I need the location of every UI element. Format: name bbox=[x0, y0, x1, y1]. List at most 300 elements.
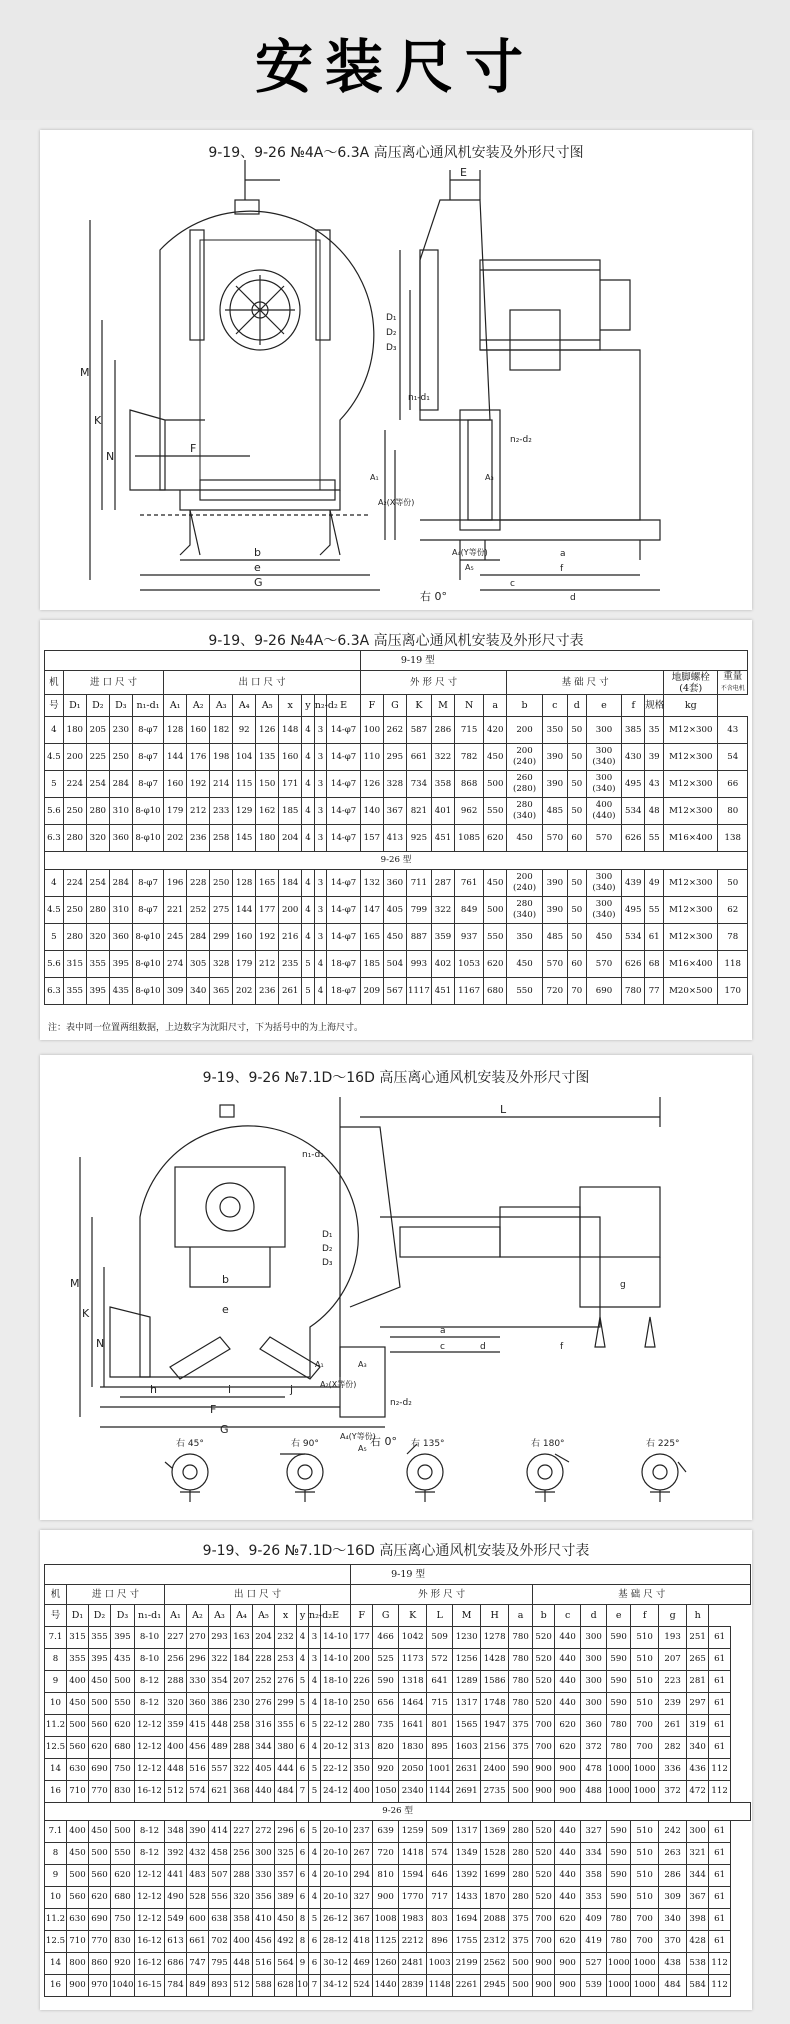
table-cell: 144 bbox=[233, 897, 256, 924]
dim-N: N bbox=[106, 450, 115, 463]
table-cell: 3 bbox=[314, 771, 327, 798]
table-cell: 801 bbox=[427, 1715, 453, 1737]
table-cell: 770 bbox=[89, 1781, 111, 1803]
table-cell: 14-φ7 bbox=[327, 870, 361, 897]
table-cell: 400 bbox=[165, 1737, 187, 1759]
table-cell: 390 bbox=[542, 771, 567, 798]
table-cell: 450 bbox=[67, 1843, 89, 1865]
table-cell: 126 bbox=[360, 771, 383, 798]
table-cell: 328 bbox=[210, 951, 233, 978]
column-header: A₅ bbox=[253, 1605, 275, 1627]
table-cell: M12×300 bbox=[664, 924, 718, 951]
table-cell: 300 bbox=[586, 717, 622, 744]
table-row bbox=[45, 924, 748, 951]
table-cell: 214 bbox=[210, 771, 233, 798]
table-cell: 8 bbox=[297, 1931, 309, 1953]
table-cell: 450 bbox=[484, 870, 507, 897]
table-cell: 62 bbox=[718, 897, 748, 924]
table-cell: 288 bbox=[231, 1737, 253, 1759]
table-row bbox=[45, 1781, 751, 1803]
table-cell: 360 bbox=[109, 825, 132, 852]
table-cell: 118 bbox=[718, 951, 748, 978]
table-cell: 145 bbox=[233, 825, 256, 852]
table-cell: 370 bbox=[659, 1931, 687, 1953]
table-cell: 300 bbox=[581, 1671, 607, 1693]
table-cell: 315 bbox=[63, 951, 86, 978]
table-cell: 849 bbox=[454, 897, 483, 924]
table-cell: 500 bbox=[67, 1715, 89, 1737]
table-cell: 504 bbox=[383, 951, 406, 978]
table-cell: 419 bbox=[581, 1931, 607, 1953]
table-cell: 920 bbox=[111, 1953, 135, 1975]
table-cell: 435 bbox=[109, 978, 132, 1005]
table-1-title: 9-19、9-26 №4A～6.3A 高压离心通风机安装及外形尺寸表 bbox=[208, 633, 584, 649]
dim-K: K bbox=[94, 414, 102, 427]
table-cell: 148 bbox=[279, 717, 302, 744]
table-cell: 567 bbox=[383, 978, 406, 1005]
table-cell: 520 bbox=[533, 1693, 555, 1715]
table-cell: 1117 bbox=[406, 978, 431, 1005]
table-cell: M12×300 bbox=[664, 744, 718, 771]
table-cell: 4 bbox=[302, 744, 315, 771]
table-cell: 418 bbox=[351, 1931, 373, 1953]
table-cell: 50 bbox=[567, 870, 586, 897]
table-cell: 9 bbox=[297, 1953, 309, 1975]
table-cell: 780 bbox=[607, 1715, 631, 1737]
table-cell: 626 bbox=[622, 951, 645, 978]
table-cell: 212 bbox=[187, 798, 210, 825]
table-cell: 438 bbox=[659, 1953, 687, 1975]
table-cell: 14-10 bbox=[321, 1649, 351, 1671]
table-cell: 550 bbox=[507, 978, 543, 1005]
table-cell: 4 bbox=[309, 1887, 321, 1909]
table-cell: 221 bbox=[164, 897, 187, 924]
column-header: D₃ bbox=[111, 1605, 135, 1627]
series-9-26-label: 9-26 型 bbox=[45, 852, 748, 870]
table-cell: 8-φ7 bbox=[132, 771, 163, 798]
table-cell: 395 bbox=[86, 978, 109, 1005]
rotation-thumb-45 bbox=[165, 1437, 208, 1502]
table-cell: 61 bbox=[709, 1887, 731, 1909]
table-cell: 375 bbox=[509, 1715, 533, 1737]
table-cell: 14 bbox=[45, 1759, 67, 1781]
table-cell: 160 bbox=[164, 771, 187, 798]
table-cell: 39 bbox=[645, 744, 664, 771]
table-cell: 500 bbox=[509, 1781, 533, 1803]
table-cell: 572 bbox=[427, 1649, 453, 1671]
table-cell: 61 bbox=[709, 1627, 731, 1649]
table-cell: 414 bbox=[209, 1821, 231, 1843]
table-cell: 207 bbox=[659, 1649, 687, 1671]
table-cell: 350 bbox=[507, 924, 543, 951]
table-cell: 251 bbox=[687, 1627, 709, 1649]
hdr-outline: 外 形 尺 寸 bbox=[360, 671, 506, 695]
table-cell: 276 bbox=[253, 1693, 275, 1715]
table-cell: 320 bbox=[231, 1887, 253, 1909]
dim2-A5: A₅ bbox=[358, 1444, 367, 1453]
column-header: G bbox=[373, 1605, 399, 1627]
table-row bbox=[45, 1715, 751, 1737]
column-header: b bbox=[533, 1605, 555, 1627]
table-cell: 2400 bbox=[481, 1759, 509, 1781]
hdr2-base: 基 础 尺 寸 bbox=[533, 1585, 751, 1605]
table-cell: 5 bbox=[309, 1821, 321, 1843]
hdr2-hao: 号 bbox=[45, 1605, 67, 1627]
column-header: x bbox=[279, 695, 302, 717]
column-header: M bbox=[453, 1605, 481, 1627]
series-9-19-label: 9-19 型 bbox=[360, 651, 747, 671]
table-cell: 970 bbox=[89, 1975, 111, 1997]
table-cell: 256 bbox=[165, 1649, 187, 1671]
hdr2-ji: 机 bbox=[45, 1585, 67, 1605]
table-cell: 193 bbox=[659, 1627, 687, 1649]
table-cell: 560 bbox=[89, 1865, 111, 1887]
table-cell: 68 bbox=[645, 951, 664, 978]
table-cell: 4 bbox=[302, 771, 315, 798]
table-cell: 795 bbox=[209, 1953, 231, 1975]
column-header: K bbox=[406, 695, 431, 717]
table-cell: 735 bbox=[373, 1715, 399, 1737]
table-cell: 360 bbox=[581, 1715, 607, 1737]
table-cell: 258 bbox=[210, 825, 233, 852]
table-cell: 8 bbox=[297, 1909, 309, 1931]
table-cell: 5 bbox=[297, 1671, 309, 1693]
column-header: c bbox=[555, 1605, 581, 1627]
table-cell: 587 bbox=[406, 717, 431, 744]
table-cell: 144 bbox=[164, 744, 187, 771]
table-cell: 18-φ7 bbox=[327, 951, 361, 978]
dim-f: f bbox=[560, 564, 564, 574]
motor bbox=[480, 260, 600, 350]
table-cell: 646 bbox=[427, 1865, 453, 1887]
table-cell: 520 bbox=[533, 1843, 555, 1865]
table-cell: 385 bbox=[622, 717, 645, 744]
dim-F: F bbox=[190, 442, 197, 455]
dim2-K: K bbox=[82, 1307, 90, 1320]
column-header: A₄ bbox=[233, 695, 256, 717]
table-cell: 4 bbox=[302, 870, 315, 897]
table-cell: 61 bbox=[709, 1931, 731, 1953]
column-header: h bbox=[687, 1605, 709, 1627]
table-cell: 375 bbox=[509, 1737, 533, 1759]
table-cell: 590 bbox=[607, 1865, 631, 1887]
table-cell: 299 bbox=[275, 1693, 297, 1715]
hdr-bolt: 地脚螺栓 (4套) bbox=[664, 671, 718, 695]
table-cell: 3 bbox=[314, 924, 327, 951]
table-cell: 451 bbox=[431, 978, 454, 1005]
dim-d: d bbox=[570, 593, 576, 603]
table-cell: 620 bbox=[89, 1737, 111, 1759]
table-cell: 444 bbox=[275, 1759, 297, 1781]
table-cell: 628 bbox=[275, 1975, 297, 1997]
table-cell: 5 bbox=[309, 1781, 321, 1803]
table-cell: 92 bbox=[233, 717, 256, 744]
table-cell: 171 bbox=[279, 771, 302, 798]
dim2-D2: D₂ bbox=[322, 1244, 333, 1254]
table-cell: 262 bbox=[383, 717, 406, 744]
table-cell: 4 bbox=[309, 1693, 321, 1715]
dim2-D3: D₃ bbox=[322, 1258, 333, 1268]
table-cell: 392 bbox=[165, 1843, 187, 1865]
table-cell: 177 bbox=[351, 1627, 373, 1649]
table-cell: 512 bbox=[231, 1975, 253, 1997]
table-cell: 322 bbox=[431, 897, 454, 924]
table-cell: 280 (340) bbox=[507, 798, 543, 825]
table-cell: 129 bbox=[233, 798, 256, 825]
table-cell: 500 bbox=[111, 1821, 135, 1843]
table-cell: 367 bbox=[687, 1887, 709, 1909]
table-cell: 2212 bbox=[399, 1931, 427, 1953]
table-cell: 401 bbox=[431, 798, 454, 825]
table-cell: 280 bbox=[63, 924, 86, 951]
table-cell: 420 bbox=[484, 717, 507, 744]
column-header: A₂ bbox=[187, 1605, 209, 1627]
table-cell: 510 bbox=[631, 1887, 659, 1909]
table-cell: 340 bbox=[187, 978, 210, 1005]
table-cell: 8-φ7 bbox=[132, 717, 163, 744]
dim2-M: M bbox=[70, 1277, 80, 1290]
table-cell: 280 bbox=[509, 1887, 533, 1909]
table-cell: 3 bbox=[314, 825, 327, 852]
table-cell: 450 bbox=[484, 744, 507, 771]
table-row bbox=[45, 870, 748, 897]
table-cell: 711 bbox=[406, 870, 431, 897]
rotation-label-2: 右 0° bbox=[370, 1435, 397, 1448]
table-cell: 61 bbox=[645, 924, 664, 951]
table-cell: 275 bbox=[210, 897, 233, 924]
fan-drawing-2 bbox=[40, 1087, 752, 1517]
table-cell: 4 bbox=[309, 1843, 321, 1865]
table-cell: 780 bbox=[509, 1649, 533, 1671]
table-cell: 7 bbox=[309, 1975, 321, 1997]
table-cell: 485 bbox=[542, 924, 567, 951]
fan-casing-side-2 bbox=[340, 1127, 400, 1377]
column-header: f bbox=[622, 695, 645, 717]
table-cell: 1699 bbox=[481, 1865, 509, 1887]
table-cell: 450 bbox=[89, 1671, 111, 1693]
table-cell: 14-φ7 bbox=[327, 744, 361, 771]
table-cell: 6.3 bbox=[45, 978, 64, 1005]
table-cell: 440 bbox=[555, 1693, 581, 1715]
table-panel-1 bbox=[40, 620, 752, 1040]
table-cell: 549 bbox=[165, 1909, 187, 1931]
rotation-thumb-180 bbox=[527, 1437, 569, 1502]
table-cell: 7.1 bbox=[45, 1821, 67, 1843]
table-cell: 228 bbox=[253, 1649, 275, 1671]
table-panel-2 bbox=[40, 1530, 752, 2010]
table-cell: 261 bbox=[279, 978, 302, 1005]
table-cell: 1289 bbox=[453, 1671, 481, 1693]
table-cell: 300 (340) bbox=[586, 870, 622, 897]
table-cell: 184 bbox=[231, 1649, 253, 1671]
table-cell: 717 bbox=[427, 1887, 453, 1909]
table-cell: 12-12 bbox=[135, 1715, 165, 1737]
table-cell: 299 bbox=[210, 924, 233, 951]
table-cell: 14-φ7 bbox=[327, 771, 361, 798]
table-cell: 895 bbox=[427, 1737, 453, 1759]
table-cell: 386 bbox=[209, 1693, 231, 1715]
table-cell: 160 bbox=[187, 717, 210, 744]
table-cell: 61 bbox=[709, 1671, 731, 1693]
table-cell: 641 bbox=[427, 1671, 453, 1693]
table-cell: 16 bbox=[45, 1781, 67, 1803]
table-cell: 803 bbox=[427, 1909, 453, 1931]
table-cell: 900 bbox=[555, 1953, 581, 1975]
table-row bbox=[45, 1693, 751, 1715]
table-cell: 520 bbox=[533, 1627, 555, 1649]
table-cell: 770 bbox=[89, 1931, 111, 1953]
table-cell: 20-12 bbox=[321, 1737, 351, 1759]
table-cell: 780 bbox=[607, 1737, 631, 1759]
column-header: D₃ bbox=[109, 695, 132, 717]
table-cell: 784 bbox=[165, 1975, 187, 1997]
table-cell: 1870 bbox=[481, 1887, 509, 1909]
table-cell: 485 bbox=[542, 798, 567, 825]
table-cell: 887 bbox=[406, 924, 431, 951]
table-cell: 309 bbox=[659, 1887, 687, 1909]
table-cell: 8-φ7 bbox=[132, 744, 163, 771]
table-cell: 516 bbox=[187, 1759, 209, 1781]
table-cell: 254 bbox=[86, 771, 109, 798]
table-cell: 686 bbox=[165, 1953, 187, 1975]
table-cell: 1000 bbox=[607, 1953, 631, 1975]
table-cell: M16×400 bbox=[664, 825, 718, 852]
table-cell: 254 bbox=[86, 870, 109, 897]
table-cell: 398 bbox=[687, 1909, 709, 1931]
table-cell: 3 bbox=[314, 744, 327, 771]
table-cell: 250 bbox=[210, 870, 233, 897]
table-cell: 356 bbox=[253, 1887, 275, 1909]
rotation-thumb-225 bbox=[642, 1437, 686, 1502]
dim-E: E bbox=[460, 166, 467, 179]
table-cell: 16-12 bbox=[135, 1781, 165, 1803]
table-cell: 700 bbox=[631, 1909, 659, 1931]
table-cell: 395 bbox=[109, 951, 132, 978]
table-cell: 1053 bbox=[454, 951, 483, 978]
table-cell: 900 bbox=[555, 1975, 581, 1997]
table-cell: 8-12 bbox=[135, 1821, 165, 1843]
table-cell: 500 bbox=[484, 897, 507, 924]
table-cell: 5 bbox=[309, 1759, 321, 1781]
table-cell: 135 bbox=[256, 744, 279, 771]
column-header: n₁-d₁ bbox=[135, 1605, 165, 1627]
table-cell: 300 (340) bbox=[586, 897, 622, 924]
table-cell: 556 bbox=[209, 1887, 231, 1909]
table-row bbox=[45, 1649, 751, 1671]
column-header: N bbox=[454, 695, 483, 717]
table-cell: 495 bbox=[622, 897, 645, 924]
table-cell: 12-12 bbox=[135, 1887, 165, 1909]
table-cell: 590 bbox=[373, 1671, 399, 1693]
table-cell: 520 bbox=[533, 1649, 555, 1671]
table-cell: 250 bbox=[109, 744, 132, 771]
table-cell: 436 bbox=[687, 1759, 709, 1781]
table-cell: 22-12 bbox=[321, 1759, 351, 1781]
table-cell: 128 bbox=[233, 870, 256, 897]
table-cell: 16-12 bbox=[135, 1931, 165, 1953]
table-cell: 300 bbox=[687, 1821, 709, 1843]
table-cell: 4 bbox=[45, 717, 64, 744]
table-cell: 6 bbox=[297, 1821, 309, 1843]
table-cell: 849 bbox=[187, 1975, 209, 1997]
table-cell: 6 bbox=[297, 1887, 309, 1909]
table-cell: 720 bbox=[542, 978, 567, 1005]
table-cell: 1042 bbox=[399, 1627, 427, 1649]
table-cell: 440 bbox=[555, 1671, 581, 1693]
column-header: A₃ bbox=[209, 1605, 231, 1627]
table-cell: 690 bbox=[89, 1909, 111, 1931]
table-cell: 256 bbox=[231, 1843, 253, 1865]
table-cell: 10 bbox=[45, 1693, 67, 1715]
table-cell: 1256 bbox=[453, 1649, 481, 1671]
table-cell: 61 bbox=[709, 1715, 731, 1737]
table-cell: 715 bbox=[454, 717, 483, 744]
table-cell: 50 bbox=[567, 771, 586, 798]
table-cell: 260 (280) bbox=[507, 771, 543, 798]
column-header: D₂ bbox=[89, 1605, 111, 1627]
table-cell: 1641 bbox=[399, 1715, 427, 1737]
table-cell: 715 bbox=[427, 1693, 453, 1715]
table-cell: 6 bbox=[297, 1759, 309, 1781]
table-cell: 284 bbox=[109, 771, 132, 798]
table-cell: 507 bbox=[209, 1865, 231, 1887]
table-cell: 1770 bbox=[399, 1887, 427, 1909]
dim-A2: A₂(X等份) bbox=[378, 498, 415, 507]
table-cell: 405 bbox=[253, 1759, 275, 1781]
table-row bbox=[45, 825, 748, 852]
table-cell: 365 bbox=[210, 978, 233, 1005]
table-cell: 359 bbox=[165, 1715, 187, 1737]
table-cell: 61 bbox=[709, 1821, 731, 1843]
column-header: H bbox=[481, 1605, 509, 1627]
table-cell: 250 bbox=[351, 1693, 373, 1715]
table-cell: 937 bbox=[454, 924, 483, 951]
table-row bbox=[45, 1737, 751, 1759]
table-cell: 1603 bbox=[453, 1737, 481, 1759]
svg-text:右 180°: 右 180° bbox=[531, 1439, 565, 1449]
table-cell: 30-12 bbox=[321, 1953, 351, 1975]
table-cell: 300 bbox=[253, 1843, 275, 1865]
table-cell: 12-12 bbox=[135, 1737, 165, 1759]
svg-text:右 90°: 右 90° bbox=[291, 1439, 319, 1449]
table-cell: 6 bbox=[297, 1737, 309, 1759]
table-cell: 110 bbox=[360, 744, 383, 771]
table-cell: 478 bbox=[581, 1759, 607, 1781]
table-cell: 305 bbox=[187, 951, 210, 978]
table-cell: 8-φ10 bbox=[132, 798, 163, 825]
table-cell: 322 bbox=[231, 1759, 253, 1781]
table-cell: 22-12 bbox=[321, 1715, 351, 1737]
table-row bbox=[45, 1953, 751, 1975]
table-cell: 11.2 bbox=[45, 1909, 67, 1931]
table-cell: 295 bbox=[383, 744, 406, 771]
table-cell: 1173 bbox=[399, 1649, 427, 1671]
table-cell: 720 bbox=[373, 1843, 399, 1865]
hdr2-inlet: 进 口 尺 寸 bbox=[67, 1585, 165, 1605]
table-cell: 78 bbox=[718, 924, 748, 951]
column-header: A₁ bbox=[165, 1605, 187, 1627]
table-cell: M12×300 bbox=[664, 798, 718, 825]
table-cell: 16-15 bbox=[135, 1975, 165, 1997]
table-row bbox=[45, 1931, 751, 1953]
table-cell: 18-10 bbox=[321, 1671, 351, 1693]
table-cell: 242 bbox=[659, 1821, 687, 1843]
motor-2 bbox=[500, 1207, 580, 1257]
column-header: D₁ bbox=[67, 1605, 89, 1627]
table-cell: 24-12 bbox=[321, 1781, 351, 1803]
table-cell: 16 bbox=[45, 1975, 67, 1997]
table-cell: 450 bbox=[507, 951, 543, 978]
